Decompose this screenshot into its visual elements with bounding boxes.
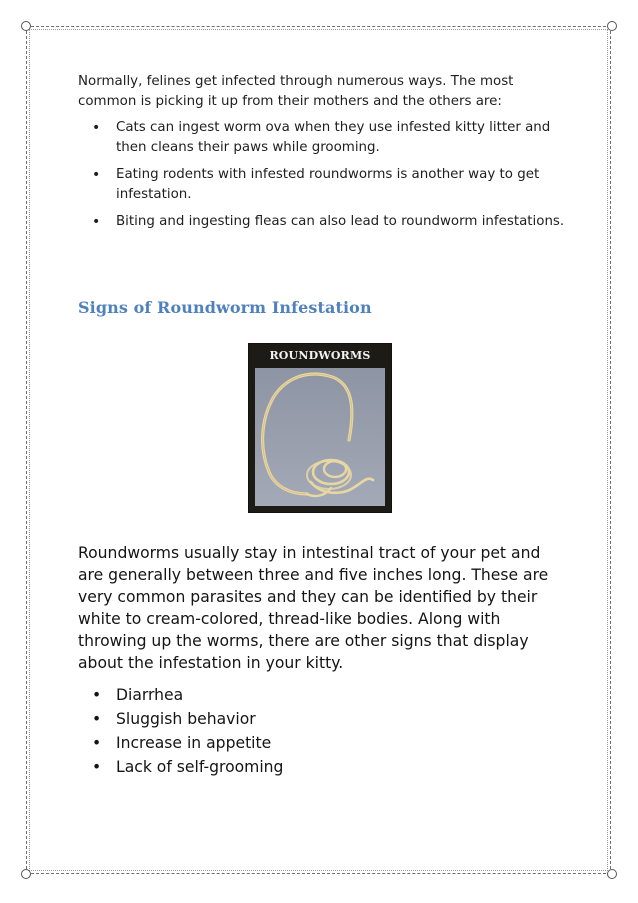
list-item: • Increase in appetite — [116, 731, 283, 755]
body-paragraph: Roundworms usually stay in intestinal tract of your pet and are generally between three and five inches long. These are very common parasites and they can be identified by their white to cream-colored, thread-like bodies. Along with throwing up the worms, there are other signs that display about the infestation in your kitty. — [78, 544, 549, 672]
border-corner-ornament — [607, 21, 617, 31]
list-item: • Diarrhea — [116, 683, 283, 707]
border-corner-ornament — [21, 869, 31, 879]
list-item: • Lack of self-grooming — [116, 755, 283, 779]
infection-ways-list — [78, 118, 568, 232]
border-corner-ornament — [607, 869, 617, 879]
section-heading: Signs of Roundworm Infestation — [78, 298, 372, 317]
list-item: • Biting and ingesting fleas can also lead to roundworm infestations. — [116, 212, 568, 232]
roundworms-photo — [248, 343, 392, 513]
intro-paragraph: Normally, felines get infected through numerous ways. The most common is picking it up from their mothers and the others are: — [78, 74, 514, 109]
figure-label: ROUNDWORMS — [269, 349, 371, 362]
list-item: • Eating rodents with infested roundworms is another way to get infestation. — [116, 165, 568, 205]
list-item: • Cats can ingest worm ova when they use infested kitty litter and then cleans their paws while grooming. — [116, 118, 568, 158]
intro-section — [78, 72, 568, 239]
border-corner-ornament — [21, 21, 31, 31]
list-item: • Sluggish behavior — [116, 707, 283, 731]
roundworm-illustration — [255, 368, 385, 506]
signs-list — [78, 683, 283, 779]
